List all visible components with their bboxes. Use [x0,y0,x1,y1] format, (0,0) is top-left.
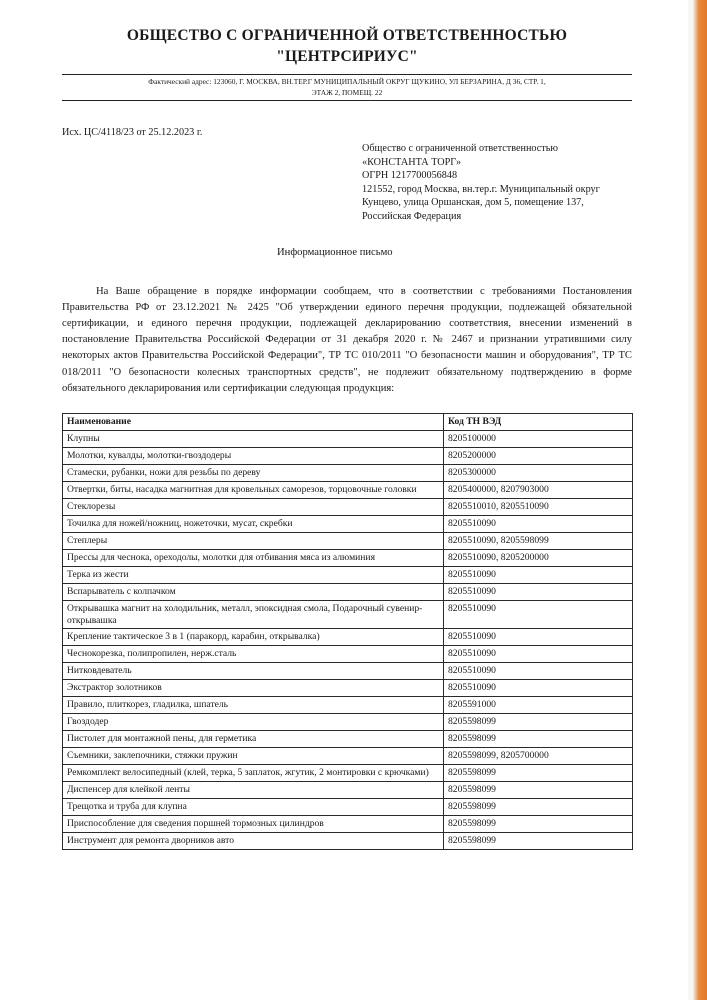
cell-code: 8205510090 [444,663,633,680]
cell-name: Клупны [63,430,444,447]
table-row [63,566,633,583]
cell-name: Ремкомплект велосипедный (клей, терка, 5 заплаток, жгутик, 2 монтировки с крючками) [63,765,444,782]
cell-name: Стамески, рубанки, ножи для резьбы по дереву [63,464,444,481]
addressee-line-3: ОГРН 1217700056848 [362,170,458,182]
cell-name: Экстрактор золотников [63,680,444,697]
cell-name: Нитковдеватель [63,663,444,680]
letterhead-address [62,74,632,101]
table-row [63,583,633,600]
cell-name: Точилка для ножей/ножниц, ножеточки, мусат, скребки [63,515,444,532]
table-row [63,697,633,714]
table-row [63,481,633,498]
cell-name: Прессы для чеснока, ореходолы, молотки для отбивания мяса из алюминия [63,549,444,566]
table-row [63,816,633,833]
column-header-code: Код ТН ВЭД [444,413,633,430]
letter-body: На Ваше обращение в порядке информации сообщаем, что в соответствии с требованиями Постановления Правительства РФ от 23.12.2021 № 2425 "Об утверждении единого перечня продукции, подлежащей обязательной сертификации, и единого перечня продукции, подлежащей декларированию соответствия, внесении изменений в постановление Правительства Российской Федерации от 31 декабря 2020 г. № 2467 и признании утратившими силу некоторых актов Правительства Российской Федерации", ТР ТС 010/2011 "О безопасности машин и оборудования", ТР ТС 018/2011 "О безопасности колесных транспортных средств", не подлежит обязательному подтверждению в форме обязательного декларирования или сертификации следующая продукция: [62,286,632,394]
cell-code: 8205400000, 8207903000 [444,481,633,498]
cell-code: 8205100000 [444,430,633,447]
product-table [62,413,633,851]
cell-name: Приспособление для сведения поршней тормозных цилиндров [63,816,444,833]
cell-name: Правило, плиткорез, гладилка, шпатель [63,697,444,714]
addressee-line-5: Кунцево, улица Оршанская, дом 5, помещение 137, [362,197,584,209]
column-header-name: Наименование [63,413,444,430]
scan-edge-strip [693,0,707,1000]
cell-code: 8205598099 [444,799,633,816]
cell-code: 8205598099 [444,782,633,799]
cell-name: Стеклорезы [63,498,444,515]
cell-code: 8205598099 [444,765,633,782]
cell-code: 8205598099 [444,731,633,748]
table-row [63,748,633,765]
table-row [63,532,633,549]
table-row [63,731,633,748]
table-row [63,600,633,629]
cell-code: 8205591000 [444,697,633,714]
table-row [63,714,633,731]
cell-name: Диспенсер для клейкой ленты [63,782,444,799]
letterhead-address-line1: Фактический адрес: 123060, Г. МОСКВА, ВН.ТЕР.Г МУНИЦИПАЛЬНЫЙ ОКРУГ ЩУКИНО, УЛ БЕРЗАРИНА, Д 36, СТР. 1, [148,76,546,86]
outgoing-reference: Исх. ЦС/4118/23 от 25.12.2023 г. [62,127,203,139]
table-row [63,447,633,464]
letterhead-title [62,26,632,68]
table-row [63,549,633,566]
document-kind: Информационное письмо [277,247,393,259]
cell-code: 8205510090 [444,680,633,697]
product-table-body [63,430,633,850]
cell-name: Инструмент для ремонта дворников авто [63,833,444,850]
cell-name: Молотки, кувалды, молотки-гвоздодеры [63,447,444,464]
cell-code: 8205510090 [444,629,633,646]
cell-code: 8205510090, 8205598099 [444,532,633,549]
cell-name: Гвоздодер [63,714,444,731]
cell-name: Пистолет для монтажной пены, для герметика [63,731,444,748]
table-row [63,498,633,515]
cell-code: 8205510090 [444,566,633,583]
cell-code: 8205510090, 8205200000 [444,549,633,566]
table-row [63,765,633,782]
cell-name: Отвертки, биты, насадка магнитная для кровельных саморезов, торцовочные головки [63,481,444,498]
table-row [63,629,633,646]
document-content [62,26,632,850]
table-row [63,833,633,850]
table-row [63,799,633,816]
addressee-line-6: Российская Федерация [362,210,462,222]
cell-code: 8205300000 [444,464,633,481]
cell-code: 8205510090 [444,646,633,663]
cell-code: 8205598099, 8205700000 [444,748,633,765]
cell-name: Крепление тактическое 3 в 1 (паракорд, карабин, открывалка) [63,629,444,646]
table-row [63,663,633,680]
cell-name: Чеснокорезка, полипропилен, нерж.сталь [63,646,444,663]
table-row [63,782,633,799]
cell-name: Трещотка и труба для клупна [63,799,444,816]
cell-code: 8205510090 [444,583,633,600]
addressee-line-1: Общество с ограниченной ответственностью [362,143,559,155]
cell-code: 8205200000 [444,447,633,464]
cell-code: 8205598099 [444,714,633,731]
cell-name: Степлеры [63,532,444,549]
letterhead-title-line2: "ЦЕНТРСИРИУС" [276,47,418,65]
table-row [63,646,633,663]
letterhead-address-line2: ЭТАЖ 2, ПОМЕЩ. 22 [311,87,383,97]
cell-name: Терка из жести [63,566,444,583]
cell-code: 8205598099 [444,816,633,833]
cell-code: 8205598099 [444,833,633,850]
cell-name: Вспарыватель с колпачком [63,583,444,600]
addressee-line-4: 121552, город Москва, вн.тер.г. Муниципальный округ [362,183,600,195]
cell-code: 8205510090 [444,515,633,532]
cell-code: 8205510010, 8205510090 [444,498,633,515]
table-row [63,464,633,481]
cell-code: 8205510090 [444,600,633,629]
table-header-row [63,413,633,430]
table-row [63,515,633,532]
cell-name: Съемники, заклепочники, стяжки пружин [63,748,444,765]
addressee-line-2: «КОНСТАНТА ТОРГ» [362,156,462,168]
letterhead-title-line1: ОБЩЕСТВО С ОГРАНИЧЕННОЙ ОТВЕТСТВЕННОСТЬЮ [126,27,568,44]
table-row [63,430,633,447]
addressee-block [362,142,642,223]
cell-name: Открывашка магнит на холодильник, металл, эпоксидная смола, Подарочный сувенир-открывашка [63,600,444,629]
table-row [63,680,633,697]
